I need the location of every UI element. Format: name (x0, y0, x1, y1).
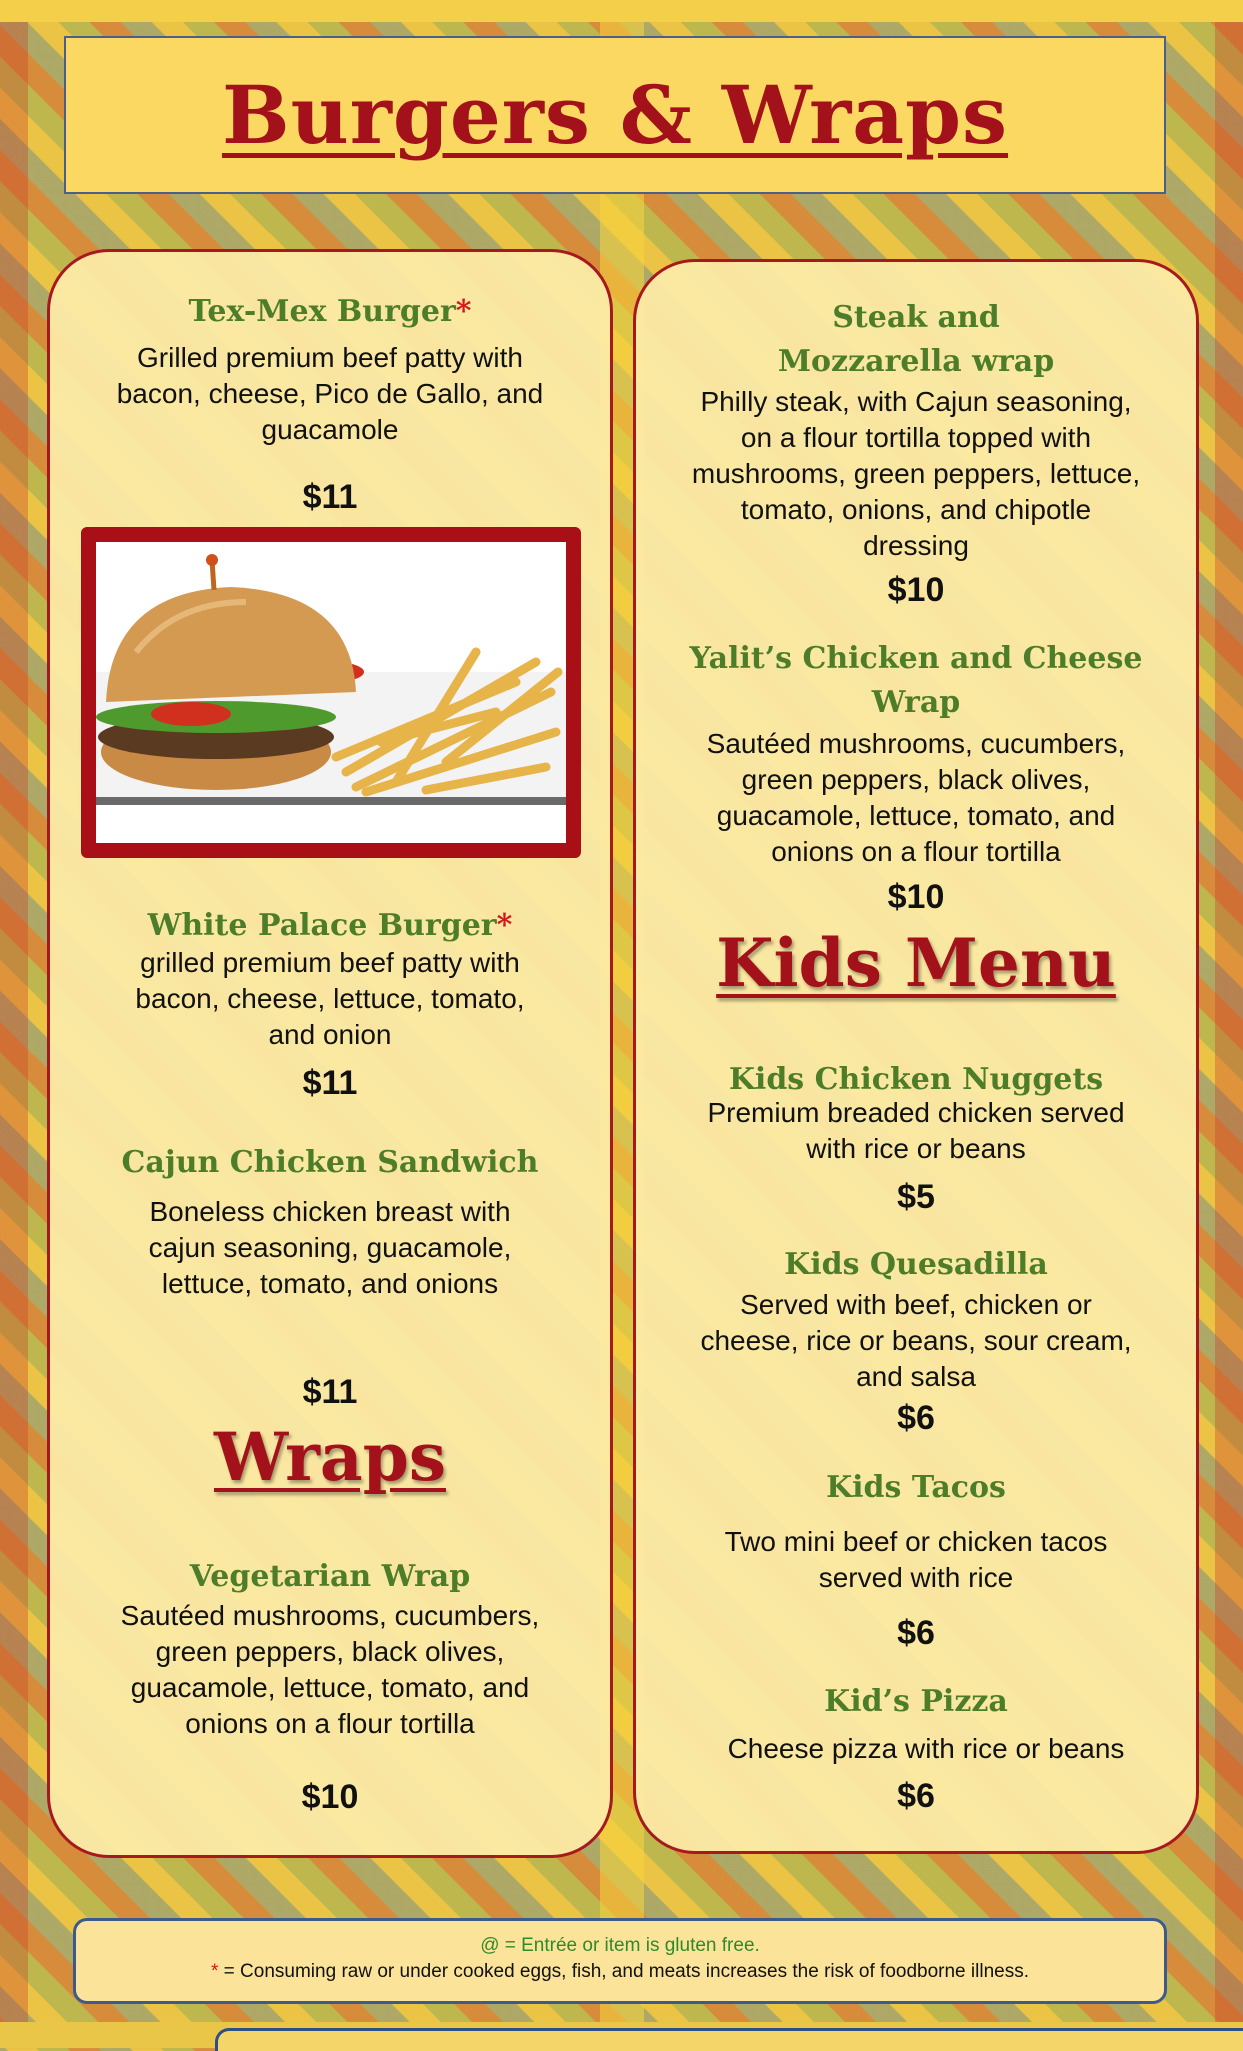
item-price-vegetarian-wrap: $10 (301, 1778, 359, 1816)
item-price-cajun-chicken-sandwich: $11 (302, 1373, 358, 1411)
item-name-yalits-chicken-cheese-wrap: Yalit’s Chicken and Cheese Wrap (689, 641, 1143, 720)
top-band (0, 0, 1243, 22)
item-name-steak-mozzarella-wrap: Steak and Mozzarella wrap (777, 300, 1055, 379)
item-name-vegetarian-wrap: Vegetarian Wrap (189, 1559, 471, 1594)
item-desc-kids-quesadilla: Served with beef, chicken or cheese, rice or beans, sour cream, and salsa (700, 1289, 1132, 1392)
raw-warning-mark: * (496, 908, 513, 943)
item-name-cajun-chicken-sandwich: Cajun Chicken Sandwich (121, 1145, 539, 1180)
gluten-free-note: @ = Entrée or item is gluten free. (480, 1935, 760, 1956)
burger-and-fries-photo (96, 542, 566, 843)
burger-photo-frame (81, 527, 581, 858)
item-name-kids-chicken-nuggets: Kids Chicken Nuggets (728, 1062, 1104, 1097)
raw-warning-mark: * (455, 294, 472, 329)
page-title: Burgers & Wraps (221, 68, 1009, 162)
section-heading-wraps: Wraps (214, 1418, 446, 1496)
item-price-white-palace-burger: $11 (302, 1064, 358, 1102)
item-price-yalits-chicken-cheese-wrap: $10 (887, 878, 945, 916)
item-price-kids-chicken-nuggets: $5 (897, 1178, 935, 1216)
raw-warning-mark: * (211, 1961, 219, 1982)
item-desc-cajun-chicken-sandwich: Boneless chicken breast with cajun seasoning, guacamole, lettuce, tomato, and onions (148, 1196, 512, 1299)
background-stripe (1215, 22, 1243, 2022)
footnote-box (73, 1918, 1167, 2004)
item-name-kids-quesadilla: Kids Quesadilla (784, 1247, 1048, 1282)
item-name-white-palace-burger: White Palace Burger* (147, 908, 513, 943)
item-name-kids-tacos: Kids Tacos (826, 1470, 1006, 1505)
item-desc-kids-tacos: Two mini beef or chicken tacos served with rice (724, 1526, 1108, 1593)
item-desc-steak-mozzarella-wrap: Philly steak, with Cajun seasoning, on a flour tortilla topped with mushrooms, green peppers, lettuce, tomato, onions, and chipotle dressing (691, 386, 1141, 561)
raw-food-warning-note: * = Consuming raw or under cooked eggs, fish, and meats increases the risk of foodborne illness. (211, 1961, 1029, 1982)
background-stripe (0, 22, 28, 2022)
item-name-tex-mex-burger: Tex-Mex Burger* (188, 294, 472, 329)
item-price-kids-pizza: $6 (897, 1777, 935, 1815)
item-price-kids-quesadilla: $6 (897, 1399, 935, 1437)
section-heading-kids-menu: Kids Menu (716, 924, 1116, 1002)
item-desc-vegetarian-wrap: Sautéed mushrooms, cucumbers, green peppers, black olives, guacamole, lettuce, tomato, and onions on a flour tortilla (120, 1600, 540, 1739)
item-desc-kids-pizza: Cheese pizza with rice or beans (727, 1733, 1125, 1764)
item-desc-tex-mex-burger: Grilled premium beef patty with bacon, cheese, Pico de Gallo, and guacamole (116, 342, 544, 445)
item-desc-kids-chicken-nuggets: Premium breaded chicken served with rice or beans (707, 1097, 1125, 1164)
item-desc-yalits-chicken-cheese-wrap: Sautéed mushrooms, cucumbers, green peppers, black olives, guacamole, lettuce, tomato, and onions on a flour tortilla (706, 728, 1126, 867)
item-price-steak-mozzarella-wrap: $10 (887, 571, 945, 609)
item-price-kids-tacos: $6 (897, 1614, 935, 1652)
title-banner (64, 36, 1166, 194)
item-price-tex-mex-burger: $11 (302, 478, 358, 516)
item-desc-white-palace-burger: grilled premium beef patty with bacon, cheese, lettuce, tomato, and onion (135, 947, 525, 1050)
item-name-kids-pizza: Kid’s Pizza (824, 1684, 1008, 1719)
